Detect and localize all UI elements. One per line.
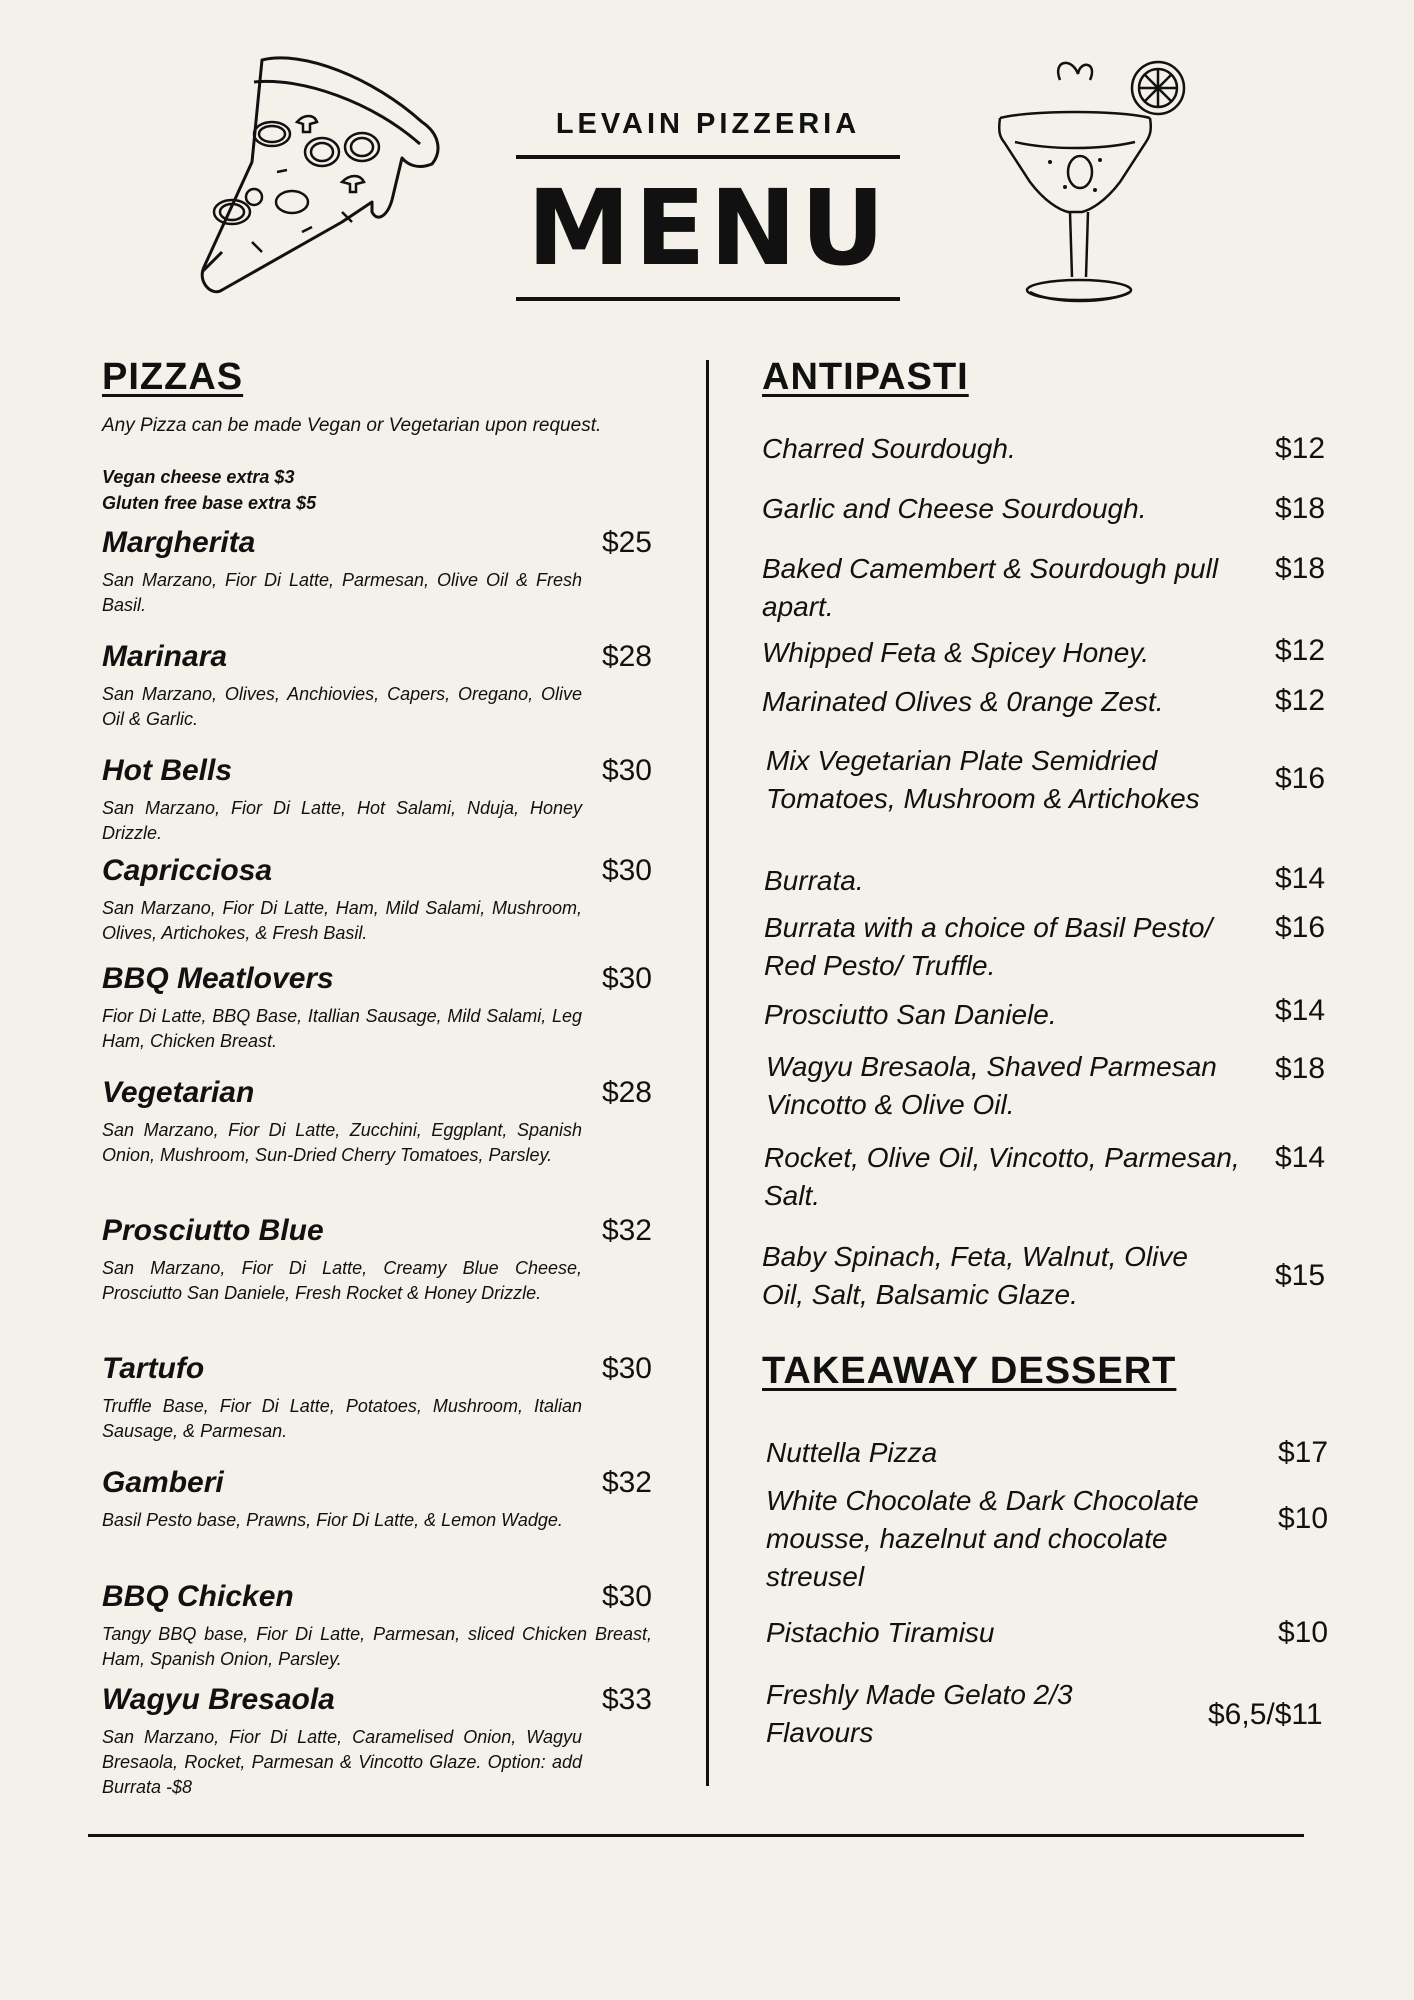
dessert-item-price: $10 — [1278, 1502, 1329, 1535]
pizza-description: San Marzano, Olives, Anchiovies, Capers, Oregano, Olive Oil & Garlic. — [102, 684, 582, 729]
header-rule-bottom — [516, 297, 900, 301]
antipasti-item-name: Baby Spinach, Feta, Walnut, Olive Oil, Salt, Balsamic Glaze. — [762, 1241, 1188, 1310]
menu-header — [516, 104, 900, 301]
antipasti-item-price: $14 — [1275, 994, 1326, 1027]
pizza-name: BBQ Meatlovers — [102, 962, 334, 995]
pizza-item — [102, 1466, 652, 1533]
dessert-item-name: Nuttella Pizza — [766, 1437, 938, 1468]
pizza-description: Tangy BBQ base, Fior Di Latte, Parmesan, sliced Chicken Breast, Ham, Spanish Onion, Parsley. — [102, 1624, 652, 1669]
pizza-price: $32 — [601, 1214, 652, 1247]
pizza-name: Prosciutto Blue — [102, 1214, 324, 1247]
dessert-item-name: Freshly Made Gelato 2/3 Flavours — [766, 1679, 1073, 1748]
pizza-price: $28 — [601, 1076, 652, 1109]
antipasti-item-price: $16 — [1275, 762, 1326, 795]
pizza-price: $30 — [601, 1580, 652, 1613]
antipasti-heading: ANTIPASTI — [762, 356, 969, 398]
antipasti-item-price: $15 — [1275, 1259, 1326, 1292]
menu-title: MENU — [526, 167, 890, 289]
cocktail-glass-illustration — [990, 52, 1200, 312]
pizza-item — [102, 754, 652, 846]
pizza-name: BBQ Chicken — [102, 1580, 294, 1613]
antipasti-item-name: Burrata. — [764, 865, 864, 896]
gluten-free-note: Gluten free base extra $5 — [102, 493, 317, 513]
antipasti-item-price: $12 — [1275, 634, 1326, 667]
pizza-description: San Marzano, Fior Di Latte, Parmesan, Olive Oil & Fresh Basil. — [102, 570, 582, 615]
dessert-item-price: $10 — [1278, 1616, 1329, 1649]
column-divider — [706, 360, 709, 1786]
vegan-cheese-note: Vegan cheese extra $3 — [102, 467, 295, 487]
dessert-item-price: $6,5/$11 — [1208, 1698, 1323, 1731]
pizza-item — [102, 962, 652, 1054]
antipasti-item-price: $18 — [1275, 1052, 1326, 1085]
pizza-item — [102, 1214, 652, 1306]
pizza-name: Wagyu Bresaola — [102, 1683, 335, 1716]
antipasti-item-name: Mix Vegetarian Plate Semidried Tomatoes, Mushroom & Artichokes — [766, 745, 1200, 814]
footer-rule — [88, 1834, 1304, 1837]
dessert-heading: TAKEAWAY DESSERT — [762, 1350, 1177, 1392]
pizza-description: San Marzano, Fior Di Latte, Ham, Mild Salami, Mushroom, Olives, Artichokes, & Fresh Basil. — [102, 898, 582, 943]
pizza-price: $32 — [601, 1466, 652, 1499]
antipasti-item-price: $16 — [1275, 911, 1326, 944]
pizza-description: San Marzano, Fior Di Latte, Hot Salami, Nduja, Honey Drizzle. — [102, 798, 582, 843]
antipasti-item-price: $12 — [1275, 684, 1326, 717]
pizza-name: Hot Bells — [102, 754, 233, 787]
antipasti-item-name: Prosciutto San Daniele. — [764, 999, 1057, 1030]
pizza-price: $33 — [601, 1683, 652, 1716]
antipasti-item-name: Whipped Feta & Spicey Honey. — [762, 637, 1150, 668]
pizza-slice-illustration — [192, 52, 452, 302]
pizza-description: San Marzano, Fior Di Latte, Creamy Blue Cheese, Prosciutto San Daniele, Fresh Rocket & Honey Drizzle. — [102, 1258, 582, 1303]
pizza-name: Tartufo — [102, 1352, 205, 1385]
antipasti-item-name: Baked Camembert & Sourdough pull apart. — [762, 553, 1219, 622]
pizza-item — [102, 1076, 652, 1168]
antipasti-item-name: Wagyu Bresaola, Shaved Parmesan Vincotto & Olive Oil. — [766, 1051, 1217, 1120]
antipasti-item-name: Charred Sourdough. — [762, 433, 1016, 464]
pizza-name: Vegetarian — [102, 1076, 255, 1109]
antipasti-item-price: $18 — [1275, 492, 1326, 525]
pizzas-note: Any Pizza can be made Vegan or Vegetarian upon request. — [102, 415, 602, 436]
restaurant-name: LEVAIN PIZZERIA — [555, 108, 861, 140]
pizza-price: $30 — [601, 962, 652, 995]
pizza-item — [102, 526, 652, 618]
pizza-item — [102, 640, 652, 732]
pizza-item — [102, 854, 652, 946]
pizza-description: Truffle Base, Fior Di Latte, Potatoes, Mushroom, Italian Sausage, & Parmesan. — [102, 1396, 582, 1441]
antipasti-item-price: $12 — [1275, 432, 1326, 465]
antipasti-item-name: Garlic and Cheese Sourdough. — [762, 493, 1147, 524]
pizza-item — [102, 1580, 652, 1672]
dessert-item-name: Pistachio Tiramisu — [766, 1617, 995, 1648]
pizza-price: $30 — [601, 854, 652, 887]
pizza-name: Margherita — [102, 526, 256, 559]
pizza-name: Gamberi — [102, 1466, 224, 1499]
antipasti-item-name: Rocket, Olive Oil, Vincotto, Parmesan, Salt. — [764, 1142, 1240, 1211]
antipasti-item-price: $18 — [1275, 552, 1326, 585]
pizza-description: San Marzano, Fior Di Latte, Caramelised Onion, Wagyu Bresaola, Rocket, Parmesan & Vincotto Glaze. Option: add Burrata -$8 — [102, 1727, 582, 1797]
dessert-item-price: $17 — [1278, 1436, 1329, 1469]
pizza-price: $28 — [601, 640, 652, 673]
pizza-price: $30 — [601, 754, 652, 787]
antipasti-item-name: Marinated Olives & 0range Zest. — [762, 686, 1164, 717]
pizza-item — [102, 1352, 652, 1444]
pizza-description: San Marzano, Fior Di Latte, Zucchini, Eggplant, Spanish Onion, Mushroom, Sun-Dried Cherry Tomatoes, Parsley. — [102, 1120, 582, 1165]
antipasti-item-price: $14 — [1275, 862, 1326, 895]
antipasti-item-price: $14 — [1275, 1141, 1326, 1174]
dessert-item-name: White Chocolate & Dark Chocolate mousse, hazelnut and chocolate streusel — [766, 1485, 1199, 1592]
pizza-item — [102, 1683, 652, 1800]
pizzas-heading: PIZZAS — [102, 356, 244, 398]
pizza-name: Capricciosa — [102, 854, 273, 887]
pizza-name: Marinara — [102, 640, 228, 673]
pizza-price: $30 — [601, 1352, 652, 1385]
pizza-description: Fior Di Latte, BBQ Base, Itallian Sausage, Mild Salami, Leg Ham, Chicken Breast. — [102, 1006, 582, 1051]
pizza-description: Basil Pesto base, Prawns, Fior Di Latte, & Lemon Wadge. — [102, 1510, 563, 1530]
antipasti-item-name: Burrata with a choice of Basil Pesto/ Red Pesto/ Truffle. — [764, 912, 1213, 981]
pizza-price: $25 — [601, 526, 652, 559]
